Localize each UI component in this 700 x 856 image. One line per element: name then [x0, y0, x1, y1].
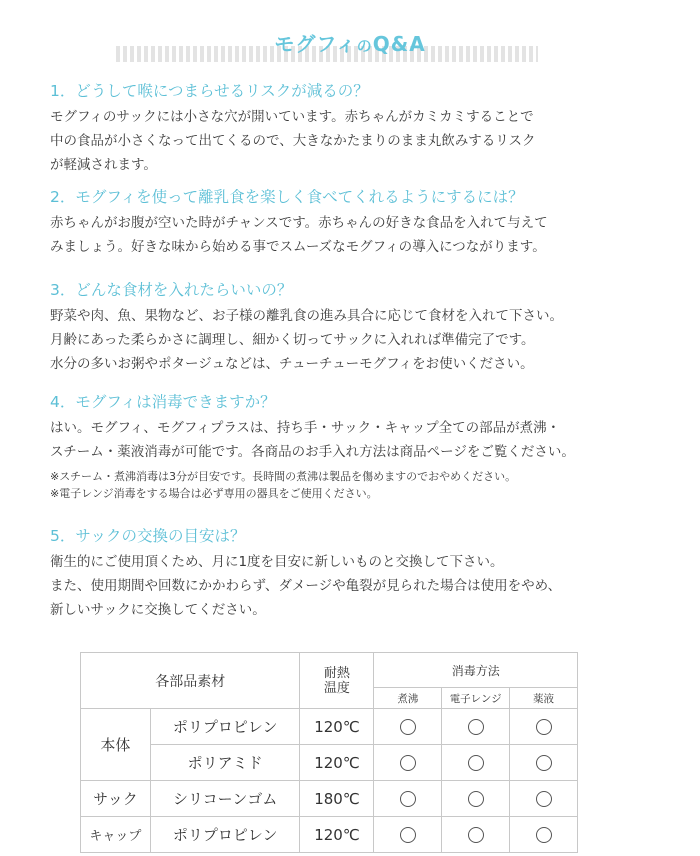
answer-5-line-2: また、使用期間や回数にかかわらず、ダメージや亀裂が見られた場合は使用をやめ、 — [50, 578, 562, 594]
method-microwave: 電子レンジ — [442, 688, 510, 709]
ok-circle-icon — [468, 719, 484, 735]
title-main: モグフィ — [274, 32, 357, 56]
qa-item-3 — [50, 279, 670, 376]
question-1: 1．どうして喉につまらせるリスクが減るの？ — [50, 82, 369, 100]
ok-circle-icon — [400, 791, 416, 807]
question-4: 4．モグフィは消毒できますか？ — [50, 393, 276, 411]
table-row — [81, 709, 578, 745]
ok-boil — [374, 817, 442, 853]
title-qa: Q&A — [372, 32, 426, 56]
note-4-line-2: ※電子レンジ消毒をする場合は必ず専用の器具をご使用ください。 — [50, 487, 378, 500]
temp-cell: 120℃ — [300, 817, 374, 853]
ok-boil — [374, 709, 442, 745]
method-chemical: 薬液 — [510, 688, 578, 709]
ok-microwave — [442, 709, 510, 745]
ok-microwave — [442, 781, 510, 817]
ok-circle-icon — [536, 827, 552, 843]
title-no: の — [356, 37, 373, 55]
ok-boil — [374, 781, 442, 817]
ok-circle-icon — [468, 827, 484, 843]
ok-chemical — [510, 817, 578, 853]
answer-1-line-2: 中の食品が小さくなって出てくるので、大きなかたまりのまま丸飲みするリスク — [50, 133, 536, 149]
table-row — [81, 817, 578, 853]
answer-3-line-1: 野菜や肉、魚、果物など、お子様の離乳食の進み具合に応じて食材を入れて下さい。 — [50, 308, 563, 324]
answer-1-line-3: が軽減されます。 — [50, 157, 157, 173]
header-temp — [300, 653, 374, 709]
ok-chemical — [510, 745, 578, 781]
ok-circle-icon — [400, 827, 416, 843]
ok-chemical — [510, 709, 578, 745]
ok-circle-icon — [536, 719, 552, 735]
ok-circle-icon — [400, 719, 416, 735]
question-5: 5．サックの交換の目安は？ — [50, 527, 246, 545]
qa-item-1 — [50, 80, 670, 177]
page-title — [0, 28, 700, 57]
qa-item-5 — [50, 525, 670, 622]
ok-circle-icon — [468, 791, 484, 807]
header-temp-text: 耐熱温度 — [323, 665, 350, 696]
ok-circle-icon — [536, 755, 552, 771]
temp-cell: 120℃ — [300, 745, 374, 781]
answer-5-line-1: 衛生的にご使用頂くため、月に1度を目安に新しいものと交換して下さい。 — [50, 554, 504, 570]
table-row — [81, 745, 578, 781]
question-2: 2．モグフィを使って離乳食を楽しく食べてくれるようにするには？ — [50, 188, 524, 206]
header-parts: 各部品素材 — [81, 653, 300, 709]
answer-3-line-3: 水分の多いお粥やポタージュなどは、チューチューモグフィをお使いください。 — [50, 356, 534, 372]
answer-1-line-1: モグフィのサックには小さな穴が開いています。赤ちゃんがカミカミすることで — [50, 109, 534, 125]
part-body: 本体 — [81, 709, 151, 781]
header-method: 消毒方法 — [374, 653, 578, 688]
part-cap: キャップ — [81, 817, 151, 853]
ok-boil — [374, 745, 442, 781]
question-3: 3．どんな食材を入れたらいいの？ — [50, 281, 293, 299]
answer-4-line-1: はい。モグフィ、モグフィプラスは、持ち手・サック・キャップ全ての部品が煮沸・ — [50, 420, 561, 436]
temp-cell: 120℃ — [300, 709, 374, 745]
ok-microwave — [442, 745, 510, 781]
header — [0, 24, 700, 68]
part-sack: サック — [81, 781, 151, 817]
ok-circle-icon — [400, 755, 416, 771]
material-cell: シリコーンゴム — [150, 781, 300, 817]
answer-2-line-2: みましょう。好きな味から始める事でスムーズなモグフィの導入につながります。 — [50, 239, 546, 255]
ok-chemical — [510, 781, 578, 817]
answer-3-line-2: 月齢にあった柔らかさに調理し、細かく切ってサックに入れれば準備完了です。 — [50, 332, 535, 348]
qa-item-4 — [50, 391, 670, 502]
ok-circle-icon — [536, 791, 552, 807]
ok-circle-icon — [468, 755, 484, 771]
table-header-row — [81, 653, 578, 688]
answer-2-line-1: 赤ちゃんがお腹が空いた時がチャンスです。赤ちゃんの好きな食品を入れて与えて — [50, 215, 548, 231]
parts-material-table — [80, 652, 578, 853]
method-boil: 煮沸 — [374, 688, 442, 709]
material-cell: ポリアミド — [150, 745, 300, 781]
ok-microwave — [442, 817, 510, 853]
material-cell: ポリプロピレン — [150, 709, 300, 745]
answer-4-line-2: スチーム・薬液消毒が可能です。各商品のお手入れ方法は商品ページをご覧ください。 — [50, 444, 575, 460]
answer-5-line-3: 新しいサックに交換してください。 — [50, 602, 266, 618]
qa-item-2 — [50, 186, 670, 259]
note-4-line-1: ※スチーム・煮沸消毒は3分が目安です。長時間の煮沸は製品を傷めますのでおやめください。 — [50, 470, 517, 483]
table-row — [81, 781, 578, 817]
material-cell: ポリプロピレン — [150, 817, 300, 853]
temp-cell: 180℃ — [300, 781, 374, 817]
